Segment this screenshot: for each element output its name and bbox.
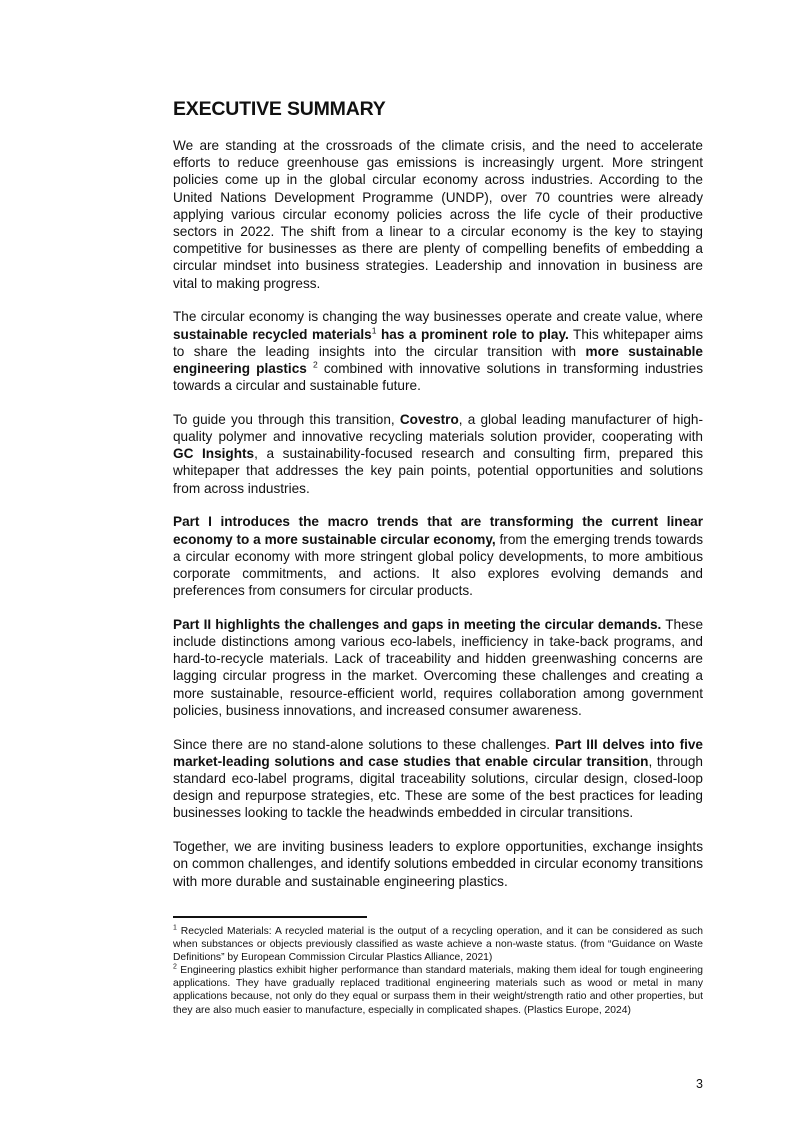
- footnote-ref-1[interactable]: 1: [371, 325, 377, 335]
- footnote-ref-2[interactable]: 2: [312, 359, 318, 370]
- footnote-text: Recycled Materials: A recycled material is the output of a recycling operation, and it can be considered as such when substances or objects previously classified as waste achieve a non-waste status. (from “Guidance on Waste Definitions” by European Commission Circular Plastics Alliance, 2021): [173, 926, 703, 964]
- bold-run: Part I introduces the macro trends that are transforming the current linear economy to a more sustainable circular economy,: [173, 514, 703, 547]
- text-run: , a global leading manufacturer of high-quality polymer and innovative recycling materials solution provider, cooperating with: [173, 411, 703, 445]
- footnote-2: [173, 964, 703, 1016]
- text-run: , through standard eco-label programs, digital traceability solutions, circular design, closed-loop design and repurpose strategies, etc. These are some of the best practices for leading businesses looking to tackle the headwinds embedded in circular transitions.: [173, 753, 703, 821]
- bold-run: Part III delves into five market-leading solutions and case studies that enable circular transition: [173, 736, 703, 769]
- paragraph-intro: We are standing at the crossroads of the climate crisis, and the need to accelerate efforts to reduce greenhouse gas emissions is increasingly urgent. More stringent policies come up in the global circular economy across industries. According to the United Nations Development Programme (UNDP), over 70 countries were already applying various circular economy policies across the life cycle of their productive sectors in 2022. The shift from a linear to a circular economy is the key to staying competitive for businesses as there are plenty of compelling benefits of embedding a circular mindset into business strategies. Leadership and innovation in business are vital to making progress.: [173, 138, 703, 291]
- bold-run: has a prominent role to play.: [376, 326, 569, 342]
- text-run: , a sustainability-focused research and consulting firm, prepared this whitepaper that addresses the key pain points, potential opportunities and solutions from across industries.: [173, 446, 703, 496]
- text-run: This whitepaper aims to share the leading insights into the circular transition with: [173, 326, 703, 359]
- footnote-divider: [173, 916, 367, 918]
- footnotes: [173, 925, 703, 1017]
- paragraph-closing: Together, we are inviting business leaders to explore opportunities, exchange insights on common challenges, and identify solutions embedded in circular economy transitions with more durable and sustainable engineering plastics.: [173, 839, 703, 889]
- company-name-gc-insights: GC Insights: [173, 446, 255, 462]
- page-title: EXECUTIVE SUMMARY: [173, 98, 386, 120]
- paragraph-guide: [173, 411, 703, 497]
- summary-body: [173, 137, 703, 906]
- bold-run: Part II highlights the challenges and gaps in meeting the circular demands.: [173, 616, 662, 632]
- text-run: The circular economy is changing the way businesses operate and create value, where: [173, 309, 703, 325]
- text-run: from the emerging trends towards a circular economy with more stringent global policy developments, to more ambitious corporate commitments, and actions. It also explores evolving demands and preferences from consumers for circular products.: [173, 531, 703, 599]
- text-run: These include distinctions among various eco-labels, inefficiency in take-back programs, and hard-to-recycle materials. Lack of traceability and hidden greenwashing concerns are lagging circular progress in the market. Overcoming these challenges and creating a more sustainable, resource-efficient world, requires collaboration among government policies, business innovations, and increased consumer awareness.: [173, 616, 703, 718]
- footnote-number: 2: [173, 963, 177, 971]
- bold-run: more sustainable engineering plastics: [173, 343, 703, 376]
- paragraph-circular-economy: [173, 308, 703, 394]
- footnote-text: Engineering plastics exhibit higher performance than standard materials, making them ideal for tough engineering applications. They have gradually replaced traditional engineering materials such as wood or metal in many applications because, not only do they equal or surpass them in their weight/strength ratio and other properties, but they are also much easier to manufacture, especially in complicated shapes. (Plastics Europe, 2024): [173, 965, 703, 1016]
- paragraph-part-1: [173, 513, 703, 599]
- paragraph-part-3: [173, 736, 703, 822]
- text-run: Since there are no stand-alone solutions to these challenges.: [173, 736, 555, 752]
- footnote-1: [173, 925, 703, 964]
- paragraph-part-2: [173, 616, 703, 719]
- text-run: combined with innovative solutions in transforming industries towards a circular and sustainable future.: [173, 360, 703, 394]
- page-number: 3: [696, 1077, 703, 1091]
- text-run: To guide you through this transition,: [173, 411, 400, 427]
- company-name-covestro: Covestro: [399, 411, 459, 427]
- footnote-number: 1: [173, 924, 177, 932]
- bold-run: sustainable recycled materials: [173, 326, 372, 342]
